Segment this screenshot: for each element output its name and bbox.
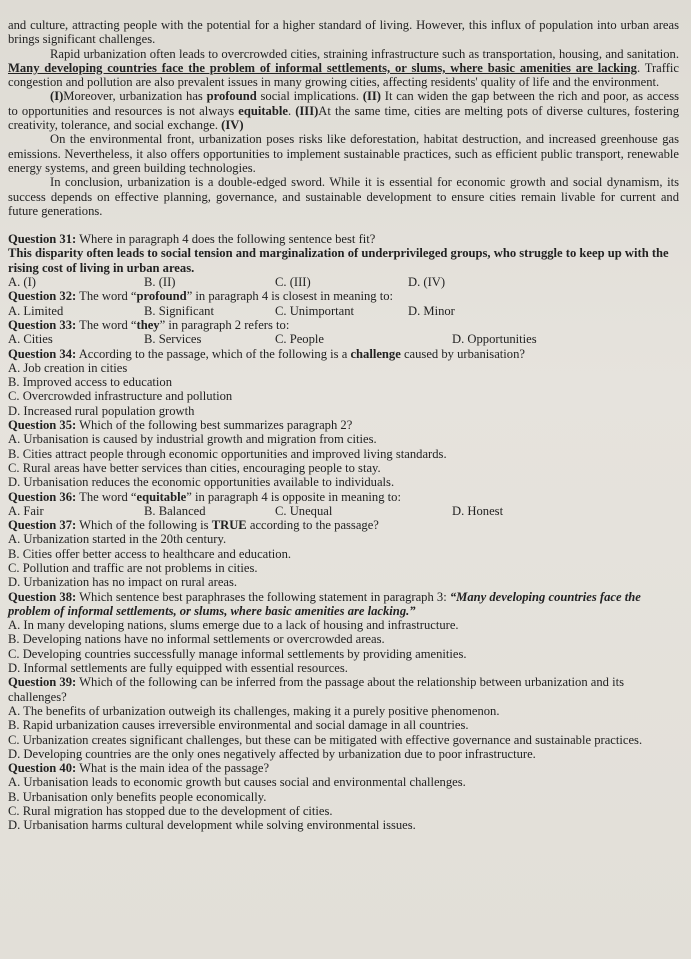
- paragraph-5: On the environmental front, urbanization poses risks like deforestation, habitat destruction, and increased greenhouse gas emissions. Nevertheless, it also offers opportunities to implement sustainable practices, such as efficient public transport, renewable energy systems, and green building technologies.: [8, 132, 679, 175]
- question-37-option-a[interactable]: A. Urbanization started in the 20th century.: [8, 532, 227, 547]
- question-36-option-a[interactable]: A. Fair: [8, 503, 44, 518]
- question-32-option-b[interactable]: B. Significant: [144, 303, 214, 318]
- question-32-text-b: ” in paragraph 4 is closest in meaning to:: [186, 289, 394, 304]
- question-33-option-c[interactable]: C. People: [275, 332, 324, 347]
- question-37-text-b: according to the passage?: [246, 518, 379, 533]
- question-31-label: Question 31:: [8, 232, 77, 247]
- question-38-option-d[interactable]: D. Informal settlements are fully equipped with essential resources.: [8, 661, 348, 676]
- question-36-word: equitable: [136, 489, 187, 504]
- question-32-text-a: The word “: [76, 289, 137, 304]
- question-36-text-a: The word “: [76, 489, 137, 504]
- question-32-option-c[interactable]: C. Unimportant: [275, 303, 355, 318]
- question-38-quote: “Many developing countries face the problem of informal settlements, or slums, where basic amenities are lacking.”: [8, 589, 641, 618]
- question-39-option-b[interactable]: B. Rapid urbanization causes irreversible environmental and social damage in all countries.: [8, 718, 469, 733]
- question-32-label: Question 32:: [8, 289, 77, 304]
- question-40-text: What is the main idea of the passage?: [76, 761, 270, 776]
- reading-passage: [8, 18, 679, 218]
- question-38-text: Which sentence best paraphrases the following statement in paragraph 3:: [76, 589, 450, 604]
- paragraph-3-text-b: . Traffic congestion and pollution are also prevalent issues in many growing cities, affecting residents' quality of life and the environment.: [8, 60, 679, 90]
- paragraph-6: In conclusion, urbanization is a double-edged sword. While it is essential for economic growth and social dynamism, its success depends on effective planning, governance, and sustainable development to ensure cities remain livable for current and future generations.: [8, 175, 679, 218]
- paragraph-continuation: and culture, attracting people with the potential for a higher standard of living. However, this influx of population into urban areas brings significant challenges.: [8, 18, 679, 47]
- question-38-option-c[interactable]: C. Developing countries successfully manage informal settlements by providing amenities.: [8, 646, 467, 661]
- question-33-option-b[interactable]: B. Services: [144, 332, 202, 347]
- question-38-option-a[interactable]: A. In many developing nations, slums emerge due to a lack of housing and infrastructure.: [8, 618, 459, 633]
- question-34: [8, 347, 679, 418]
- question-40-option-c[interactable]: C. Rural migration has stopped due to the development of cities.: [8, 804, 333, 819]
- question-31-option-c[interactable]: C. (III): [275, 275, 311, 290]
- word-profound: profound: [206, 89, 257, 104]
- question-35-label: Question 35:: [8, 418, 77, 433]
- marker-2: (II): [362, 89, 381, 104]
- question-37-option-c[interactable]: C. Pollution and traffic are not problems in cities.: [8, 560, 258, 575]
- question-33-option-d[interactable]: D. Opportunities: [452, 332, 537, 347]
- question-34-option-d[interactable]: D. Increased rural population growth: [8, 403, 195, 418]
- question-32-option-a[interactable]: A. Limited: [8, 303, 64, 318]
- question-37-label: Question 37:: [8, 518, 77, 533]
- question-35-option-c[interactable]: C. Rural areas have better services than cities, encouraging people to stay.: [8, 460, 381, 475]
- question-33-text-a: The word “: [76, 317, 137, 332]
- question-33-label: Question 33:: [8, 317, 77, 332]
- question-35: [8, 418, 679, 489]
- marker-4: (IV): [221, 118, 244, 133]
- question-35-text: Which of the following best summarizes paragraph 2?: [76, 418, 353, 433]
- question-38: [8, 590, 679, 676]
- question-39: [8, 675, 679, 761]
- paragraph-4-text-a: Moreover, urbanization has: [63, 89, 207, 104]
- question-33-option-a[interactable]: A. Cities: [8, 332, 53, 347]
- question-32-word: profound: [136, 289, 187, 304]
- question-39-option-c[interactable]: C. Urbanization creates significant challenges, but these can be mitigated with effective governance and sustainable practices.: [8, 732, 643, 747]
- question-37-option-d[interactable]: D. Urbanization has no impact on rural areas.: [8, 575, 238, 590]
- word-equitable: equitable: [238, 103, 288, 118]
- question-37-option-b[interactable]: B. Cities offer better access to healthcare and education.: [8, 546, 292, 561]
- paragraph-4-text-e: At the same time, cities are melting pots of diverse cultures, fostering creativity, tolerance, and social exchange.: [8, 103, 679, 133]
- underlined-statement: Many developing countries face the problem of informal settlements, or slums, where basic amenities are lacking: [8, 60, 637, 75]
- question-34-text-b: caused by urbanisation?: [400, 346, 525, 361]
- marker-1: (I): [50, 89, 64, 104]
- question-36-option-c[interactable]: C. Unequal: [275, 503, 333, 518]
- paragraph-4: [8, 89, 679, 132]
- question-34-option-a[interactable]: A. Job creation in cities: [8, 360, 128, 375]
- question-31-sentence: This disparity often leads to social tension and marginalization of underprivileged groups, who struggle to keep up with the rising cost of living in urban areas.: [8, 246, 669, 275]
- question-32-option-d[interactable]: D. Minor: [408, 303, 455, 318]
- question-39-option-d[interactable]: D. Developing countries are the only ones negatively affected by urbanization due to poor infrastructure.: [8, 746, 536, 761]
- question-33-text-b: ” in paragraph 2 refers to:: [159, 317, 290, 332]
- question-36: [8, 490, 679, 519]
- question-34-option-c[interactable]: C. Overcrowded infrastructure and pollution: [8, 389, 233, 404]
- question-37-word: TRUE: [211, 518, 247, 533]
- question-35-option-a[interactable]: A. Urbanisation is caused by industrial growth and migration from cities.: [8, 432, 377, 447]
- question-40-option-b[interactable]: B. Urbanisation only benefits people economically.: [8, 789, 267, 804]
- question-40-option-d[interactable]: D. Urbanisation harms cultural development while solving environmental issues.: [8, 818, 416, 833]
- marker-3: (III): [295, 103, 319, 118]
- question-39-option-a[interactable]: A. The benefits of urbanization outweigh its challenges, making it a purely positive phenomenon.: [8, 703, 500, 718]
- question-37-text-a: Which of the following is: [76, 518, 212, 533]
- paragraph-3-text-a: Rapid urbanization often leads to overcrowded cities, straining infrastructure such as transportation, housing, and sanitation.: [50, 46, 679, 61]
- paragraph-4-text-c: It can widen the gap between the rich and poor, as access to opportunities and resources is not always: [8, 89, 679, 118]
- question-35-option-b[interactable]: B. Cities attract people through economic opportunities and improved living standards.: [8, 446, 447, 461]
- question-37: [8, 518, 679, 589]
- paragraph-4-text-d: .: [287, 103, 296, 118]
- question-32: [8, 289, 679, 318]
- question-39-text: Which of the following can be inferred from the passage about the relationship between urbanization and its challenges?: [8, 675, 625, 704]
- question-36-label: Question 36:: [8, 489, 77, 504]
- question-34-option-b[interactable]: B. Improved access to education: [8, 375, 173, 390]
- paragraph-3: [8, 47, 679, 90]
- question-31-option-b[interactable]: B. (II): [144, 275, 176, 290]
- question-31: [8, 232, 679, 289]
- question-36-option-b[interactable]: B. Balanced: [144, 503, 206, 518]
- question-36-text-b: ” in paragraph 4 is opposite in meaning to:: [186, 489, 401, 504]
- question-38-label: Question 38:: [8, 589, 77, 604]
- question-31-option-a[interactable]: A. (I): [8, 275, 36, 290]
- question-35-option-d[interactable]: D. Urbanisation reduces the economic opportunities available to individuals.: [8, 475, 395, 490]
- question-40: [8, 761, 679, 832]
- question-39-label: Question 39:: [8, 675, 77, 690]
- question-38-option-b[interactable]: B. Developing nations have no informal settlements or overcrowded areas.: [8, 632, 385, 647]
- question-33: [8, 318, 679, 347]
- paragraph-4-text-b: social implications.: [256, 89, 363, 104]
- question-36-option-d[interactable]: D. Honest: [452, 503, 504, 518]
- question-34-text-a: According to the passage, which of the following is a: [76, 346, 351, 361]
- question-34-word: challenge: [350, 346, 401, 361]
- question-34-label: Question 34:: [8, 346, 77, 361]
- question-31-text: Where in paragraph 4 does the following sentence best fit?: [76, 232, 376, 247]
- question-40-label: Question 40:: [8, 761, 77, 776]
- question-40-option-a[interactable]: A. Urbanisation leads to economic growth but causes social and environmental challenges.: [8, 775, 466, 790]
- question-33-word: they: [136, 317, 160, 332]
- question-31-option-d[interactable]: D. (IV): [408, 275, 446, 290]
